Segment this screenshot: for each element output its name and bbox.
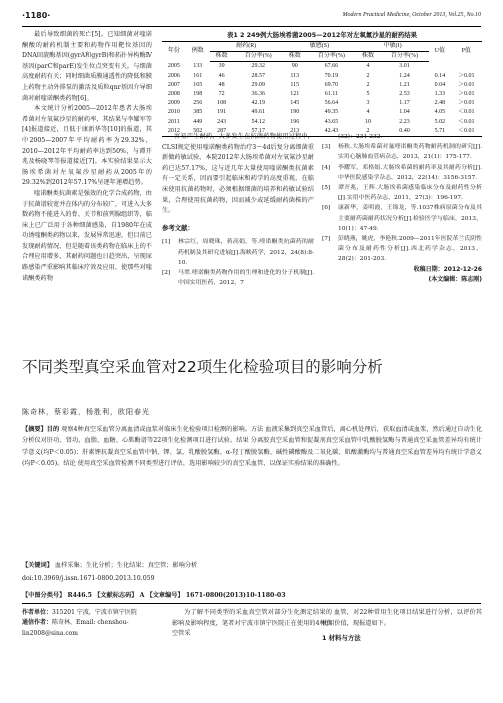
contact-label: 通信作者： (22, 619, 53, 627)
reference-text: 杨秋.大肠埃希菌对氟喹诺酮类药物耐药机制的研究[J].实用心脑肺血管病杂志，2013，21(1)：175-177. (338, 144, 482, 161)
sub-header: 株数 (356, 52, 380, 62)
col-header-resistant: 耐药(R) (210, 42, 283, 52)
reference-number (322, 132, 338, 142)
table-cell: 108 (217, 100, 227, 107)
paragraph: 血管，对22种常用生化项目结果进行分析，以评价其使用价值，现报道如下。 (322, 609, 482, 627)
table-cell: 72 (218, 91, 225, 98)
table-cell: 2.53 (399, 91, 410, 98)
reference-text: 林宗红，周晓珠，蒋高娟，等.喹诺酮类抗菌药的耐药机制及其研究进展[J].海峡药学，2012，24(8):8-10. (178, 239, 314, 266)
table-cell: 115 (290, 81, 300, 88)
sub-header: 百分率(%) (307, 52, 356, 62)
table-cell: 29.32 (251, 63, 265, 70)
table-cell: 90 (291, 63, 298, 70)
table-cell: 2006 (167, 72, 180, 79)
table-row (162, 72, 482, 81)
abstract-text: 观察4种真空采血管分离血清或血浆对临床生化检验项目检测的影响。方法 血液采集到真空采血管后，离心机处理后，获取血清或血浆，然后通过自动生化分析仪对肝功、肾功、血脂、血糖、心肌酶谱等22项生化检测项目进行试验。结果 分离胶真空采血管和促凝剂真空采血管中乳酸脱氢酶与普通真空采血管差异均有统计学意义(均P＜0.05)；肝素锂抗凝真空采血管中钠、钾、氯、乳酸脱氢酶、α-羟丁酸脱氢酶、碱性磷酸酶及二氧化碳、肌酸激酶均与普通真空采血管差异均有统计学意义(均P＜0.05)。结论 使用真空采血管检测不同类型进行评估，选用影响较少的真空采血管，以保证实验结果的准确性。 (22, 426, 483, 468)
body-text-middle (172, 608, 332, 640)
table-cell: 49.61 (251, 109, 265, 116)
table-cell: 161 (193, 72, 203, 79)
reference-item (322, 234, 482, 265)
table-cell: ＜0.01 (457, 118, 475, 125)
reference-text: (32)：231-232. (338, 134, 383, 140)
table-cell: 5 (366, 91, 370, 98)
reference-number: [7] (322, 236, 331, 243)
table-cell: 243 (217, 118, 227, 125)
table-cell: 67.66 (324, 63, 339, 70)
classification-line: 【中图分类号】 R446.5 【文献标志码】 A 【文章编号】 1671-0800(2013)10-1180-03 (22, 592, 286, 599)
table-title: 表1 2 249例大肠埃希菌2005—2012年对左氧氟沙星的耐药结果 (226, 31, 418, 39)
table-cell: 165 (193, 81, 203, 88)
reference-item (322, 183, 482, 203)
table-cell: 1.17 (399, 100, 410, 107)
table-cell: 191 (217, 109, 227, 116)
table-row (162, 62, 482, 72)
table-cell: 0.14 (434, 72, 446, 79)
sub-header: 株数 (210, 52, 234, 62)
table-row (162, 118, 482, 127)
table-cell: ＞0.01 (457, 81, 475, 88)
reference-item (322, 203, 482, 234)
table-cell: 1.24 (399, 72, 410, 79)
table-cell: 42.19 (251, 100, 265, 107)
table-cell: 2007 (167, 81, 180, 88)
table-cell: 39 (218, 63, 225, 70)
body-text-right (322, 608, 482, 644)
table-cell: 190 (290, 109, 300, 116)
reference-number: [2] (162, 269, 171, 276)
reference-number: [3] (322, 144, 331, 151)
table-cell: ＞0.01 (457, 91, 475, 98)
doi: doi:10.3969/j.issn.1671-0800.2013.10.059 (22, 575, 155, 582)
contact-text: 陈奇林，Email: chenshou-lin2008@sina.com (22, 619, 129, 637)
table-cell: ＜0.01 (457, 109, 475, 116)
keywords-text: 血样采集；生化分析；生化结果；真空管；影响分析 (54, 562, 198, 569)
journal-header: Modern Practical Medicine, October 2013, Vol.25, No.10 (342, 12, 481, 18)
reference-text: 彭晓燕，姚虎，李艳秋.2009—2011年医院革兰氏阴性菌分布及耐药性分析[J].西北药学杂志，2013，28(2)：201-203. (338, 236, 482, 263)
reference-number: [4] (322, 164, 331, 171)
table-cell: 133 (193, 63, 203, 70)
table-cell: 48 (218, 81, 225, 88)
table-cell: 2.23 (399, 118, 410, 125)
table-cell: 1.33 (434, 91, 446, 98)
table-cell: 0.40 (380, 127, 429, 137)
paragraph: 为了解不同类型的采血真空管对部分生化测定结果的影响及影响程度，笔者对宁波市镇宁医院正在使用的4种真空管采 (172, 609, 332, 638)
reference-text: 康新华，姜明霞，王锦龙，等.1037株病原菌分布及其主要耐药菌耐药状况分析[J].检验医学与临床，2013，10(1)：47-49. (338, 205, 482, 232)
paragraph: 本文统计分析2005—2012年患者大肠埃希菌对左氧氟沙星的耐药率，其结果与李耀军等[4]报道接近，且低于康新华等[10]的报道，其中2005—2007年平均耐药率为29.32%，2010—2012年平均耐药率达到50%，与谭开兆及杨晓琴等报道接近[7]。本实验结果显示大肠埃希菌对左氧氟沙星耐药从2005年的29.32%到2012年57.17%呈逐年递增趋势。 (22, 105, 152, 187)
col-header-intermediate: 中敏(I) (356, 42, 429, 52)
reference-item (322, 163, 482, 183)
table-cell: 2009 (167, 100, 180, 107)
table-cell: ＞0.01 (457, 72, 475, 79)
table-cell: 70.19 (324, 72, 339, 79)
table-cell: 4 (366, 109, 370, 116)
table-cell: 1.04 (399, 109, 410, 116)
table-cell: 54.12 (251, 118, 265, 125)
table-row (162, 90, 482, 99)
table-cell: 5.71 (429, 127, 450, 137)
col-header-sensitive: 敏感(S) (283, 42, 356, 52)
abstract-label: 【摘要】目的 (22, 426, 60, 433)
paragraph: 容易产生耐药，大多发生在抗菌药物使用过程中，CLSI规定使用喹诺酮类药物治疗3～4d后复分离细菌重新做药敏试验，本院2012年大肠埃希菌对左氧氟沙星耐药已达57.17%，这与近几年大量使用喹诺酮类抗菌素有一定关系，因而要引起临床和药学的高度重视，在临床使用抗菌药物时，必须根据细菌的培养和药敏试验结果，合理使用抗菌药物，因而减少或延缓耐药菌株的产生。 (162, 133, 314, 215)
col-header-count: 例数 (186, 42, 210, 62)
reference-item (322, 132, 482, 142)
table-cell: 46 (218, 72, 225, 79)
table-cell (429, 62, 450, 72)
page-number: ·1180· (22, 11, 51, 20)
received-date: 收稿日期：2012-12-26 (413, 265, 482, 273)
table-cell: 2012 (162, 127, 186, 137)
col-header-u: U值 (429, 42, 450, 62)
table-cell: 4 (366, 63, 370, 70)
unit-text: 315201 宁波，宁波市镇宁医院 (52, 609, 137, 616)
section-rule (22, 603, 481, 604)
reference-text: 李耀军，邓格娟.大肠埃希菌的耐药率及其耐药分析[J].中华医院感染学杂志，2012，22(14)：3156-3157. (338, 164, 482, 181)
table-cell: 449 (193, 118, 203, 125)
table-cell: 2011 (168, 118, 180, 125)
table-cell: 0.04 (434, 81, 446, 88)
table-cell: 3.01 (399, 63, 410, 70)
table-row (162, 108, 482, 117)
table-cell: 145 (290, 100, 300, 107)
table-cell: 56.64 (324, 100, 339, 107)
references-heading: 参考文献： (162, 223, 194, 232)
table-cell: 36.36 (251, 91, 265, 98)
reference-item (162, 268, 314, 288)
reference-text: 谭开兆，王辉.大肠埃希菌感染临床分布及耐药性分析[J].实用中医药杂志，2011，27(3)：196-197. (338, 185, 482, 202)
editor-note: (本文编辑：陈志刚) (428, 275, 482, 283)
author-footnote (22, 608, 150, 639)
col-header-year: 年份 (162, 42, 186, 62)
table-cell: 1.21 (399, 81, 410, 88)
table-cell: ＜0.01 (450, 127, 482, 137)
table-cell: 49.35 (324, 109, 339, 116)
left-column-text (22, 30, 152, 348)
table-cell: 121 (290, 91, 300, 98)
reference-item (162, 237, 314, 268)
table-cell: 2005 (167, 63, 180, 70)
table-cell: 2.48 (434, 100, 446, 107)
table-cell: 2 (366, 81, 370, 88)
table-cell: 113 (290, 72, 300, 79)
reference-item (322, 142, 482, 162)
paragraph: 最后导致细菌的死亡[5]。已知细菌对喹诺酮酸的耐药机制主要和药物作用靶位基因的DNA回旋酶基因(gyrA和gyrB)和拓扑异构酶Ⅳ基因(parC和parE)发生位点突变有关。与细菌高度耐药有关；同时细菌质膜通透性的降低和膜上药物主动外排泵的激活及质粒qnr基因介导细菌对耐喹诺酮类药物[6]。 (22, 31, 152, 102)
table-cell: 198 (193, 91, 203, 98)
sub-header: 百分率(%) (380, 52, 429, 62)
table-cell: 29.09 (251, 81, 265, 88)
table-cell: 213 (283, 127, 307, 137)
table-cell: 61.11 (324, 91, 338, 98)
table-cell: 287 (210, 127, 234, 137)
table-cell: 43.65 (324, 118, 339, 125)
table-cell: 3 (366, 100, 370, 107)
table-row (162, 99, 482, 108)
table-cell: 385 (193, 109, 203, 116)
article-authors: 陈奇林，蔡彩霞，杨胜利，欧阳春光 (22, 408, 150, 416)
table-row (162, 81, 482, 90)
keywords-label: 【关键词】 (22, 562, 53, 569)
middle-column-text (162, 132, 314, 346)
table-cell: 28.57 (251, 72, 265, 79)
unit-label: 作者单位： (22, 609, 53, 616)
table-cell (450, 62, 482, 72)
article-title: 不同类型真空采血管对22项生化检验项目的影响分析 (22, 358, 383, 376)
paragraph: 喹诺酮类抗菌素是强效的化学合成药物，由于抗菌谱较宽并在体内的分布较广，可进入大多数药物不能进入的骨、关节和前列腺组织等，临床上已广泛用于各种细菌感染，自1980年在成功诱喹酮类药物以来，发展异常迅速，但目前已发现耐药情况，但是随着该类药物在临床上的不合理应用增多，其耐药问题也日趋突出，呈现尿路感染严重影响其临床疗效及应用，使那些对喹诺酮类药物 (22, 189, 152, 282)
table-cell: 69.70 (324, 81, 339, 88)
table-cell: 4.05 (434, 109, 446, 116)
table-cell: 196 (290, 118, 300, 125)
table-cell: 2008 (167, 91, 180, 98)
table-cell: 57.17 (234, 127, 283, 137)
header-rule (22, 26, 481, 27)
table-cell: 256 (193, 100, 203, 107)
col-header-p: P值 (450, 42, 482, 62)
reference-number: [5] (322, 185, 331, 192)
reference-number: [6] (322, 205, 331, 212)
reference-number: [1] (162, 239, 171, 246)
sub-header: 百分率(%) (234, 52, 283, 62)
right-column-references (322, 132, 482, 346)
sub-header: 株数 (283, 52, 307, 62)
table-cell: 502 (186, 127, 210, 137)
abstract (22, 424, 482, 470)
table-cell: 10 (364, 118, 371, 125)
table-cell: 42.43 (307, 127, 356, 137)
table-cell: 2 (356, 127, 380, 137)
reference-text: 马翠.喹诺酮类药物作用的生理和进化的分子机制[J].中国实用医药，2012，7 (178, 269, 314, 287)
table-cell: 2 (366, 72, 370, 79)
table-cell: 2010 (167, 109, 180, 116)
table-cell: 5.02 (434, 118, 446, 125)
resistance-table (162, 41, 482, 137)
keywords-line (22, 560, 197, 569)
table-cell: ＞0.01 (457, 100, 475, 107)
section-heading: 1 材料与方法 (322, 634, 361, 643)
